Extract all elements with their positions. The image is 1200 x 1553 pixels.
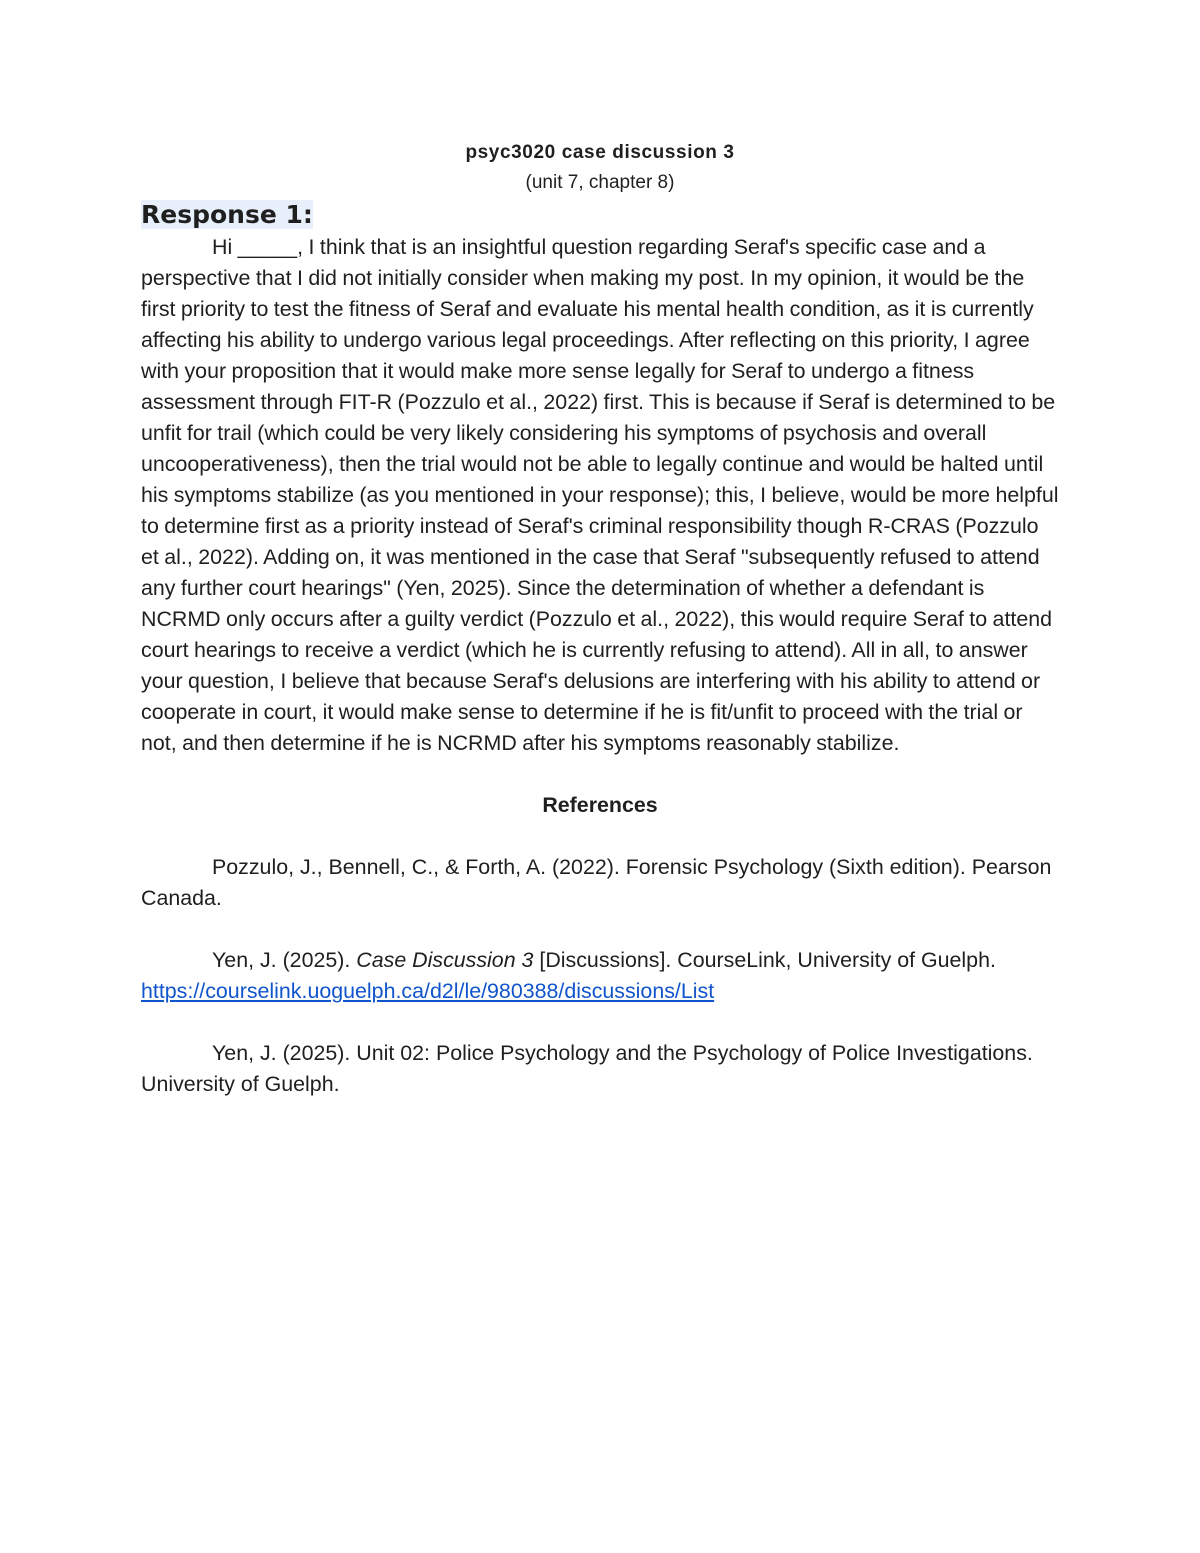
reference-2-title: Case Discussion 3	[356, 948, 534, 972]
reference-2-author: Yen, J. (2025).	[212, 948, 357, 972]
references-title: References	[542, 793, 658, 817]
reference-3: Yen, J. (2025). Unit 02: Police Psychology and the Psychology of Police Investigations. University of Guelph.	[141, 1041, 1033, 1096]
reference-2	[141, 945, 1059, 1007]
reference-2-link[interactable]: https://courselink.uoguelph.ca/d2l/le/980388/discussions/List	[141, 979, 715, 1003]
document-page	[141, 138, 1059, 1100]
reference-1: Pozzulo, J., Bennell, C., & Forth, A. (2022). Forensic Psychology (Sixth edition). Pearson Canada.	[141, 855, 1052, 910]
response-heading	[141, 198, 1059, 232]
response-heading-text: Response 1:	[141, 200, 313, 229]
reference-2-source: [Discussions]. CourseLink, University of Guelph.	[533, 948, 996, 972]
document-subtitle: (unit 7, chapter 8)	[525, 172, 675, 193]
document-title: psyc3020 case discussion 3	[465, 142, 735, 163]
response-body: Hi _____, I think that is an insightful question regarding Seraf's specific case and a perspective that I did not initially consider when making my post. In my opinion, it would be the first priority to test the fitness of Seraf and evaluate his mental health condition, as it is currently affecting his ability to undergo various legal proceedings. After reflecting on this priority, I agree with your proposition that it would make more sense legally for Seraf to undergo a fitness assessment through FIT-R (Pozzulo et al., 2022) first. This is because if Seraf is determined to be unfit for trail (which could be very likely considering his symptoms of psychosis and overall uncooperativeness), then the trial would not be able to legally continue and would be halted until his symptoms stabilize (as you mentioned in your response); this, I believe, would be more helpful to determine first as a priority instead of Seraf's criminal responsibility though R-CRAS (Pozzulo et al., 2022). Adding on, it was mentioned in the case that Seraf "subsequently refused to attend any further court hearings" (Yen, 2025). Since the determination of whether a defendant is NCRMD only occurs after a guilty verdict (Pozzulo et al., 2022), this would require Seraf to attend court hearings to receive a verdict (which he is currently refusing to attend). All in all, to answer your question, I believe that because Seraf's delusions are interfering with his ability to attend or cooperate in court, it would make sense to determine if he is fit/unfit to proceed with the trial or not, and then determine if he is NCRMD after his symptoms reasonably stabilize.	[141, 235, 1059, 755]
